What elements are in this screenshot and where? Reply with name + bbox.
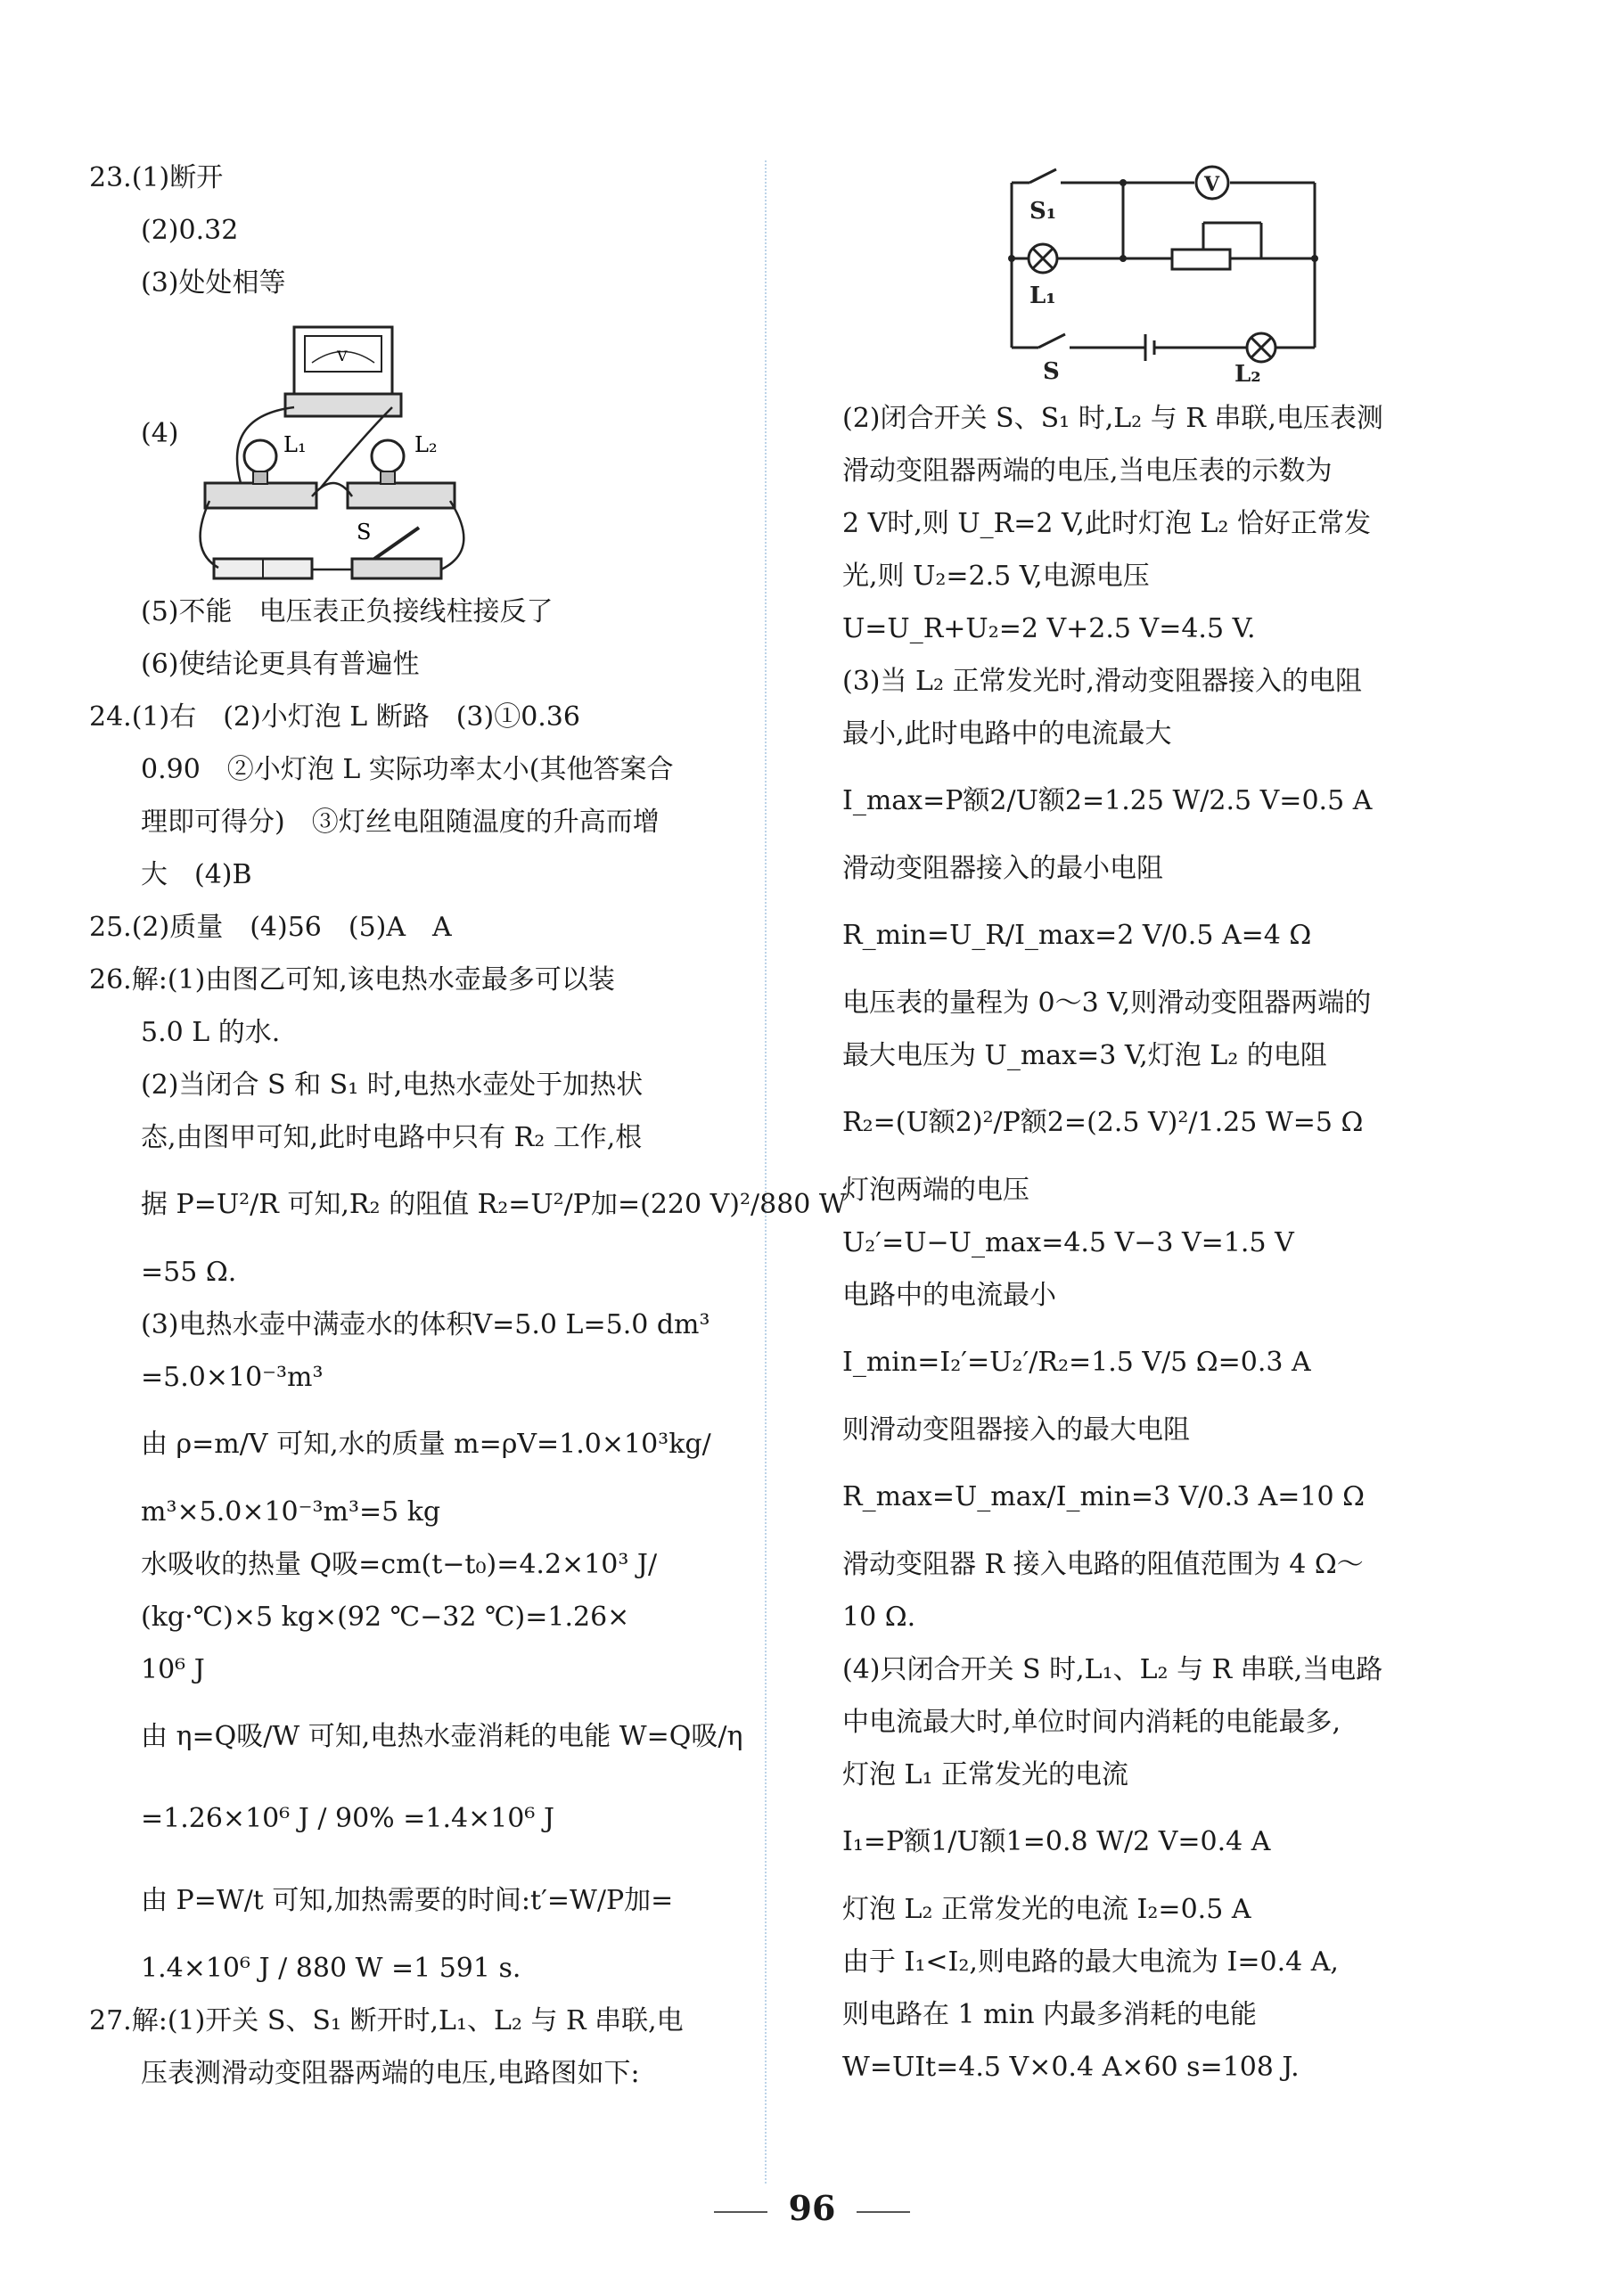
q23-part1: 23.(1)断开: [89, 162, 224, 193]
q27-line1: 27.解:(1)开关 S、S₁ 断开时,L₁、L₂ 与 R 串联,电: [89, 2005, 684, 2036]
q26-line4: 态,由图甲可知,此时电路中只有 R₂ 工作,根: [141, 1122, 643, 1153]
circuit-diagram: [994, 152, 1368, 383]
q26-line12: 1.4×10⁶ J / 880 W =1 591 s.: [141, 1953, 521, 1984]
q26-line6: (3)电热水壶中满壶水的体积V=5.0 L=5.0 dm³: [141, 1309, 710, 1340]
q27-part3-line8: 电路中的电流最小: [842, 1280, 1056, 1311]
circuit-L2: L₂: [1234, 361, 1261, 383]
circuit-S: S: [1043, 358, 1060, 383]
circuit-diagram-wrap: [842, 152, 1457, 392]
q26-line11: 10⁶ J: [141, 1654, 205, 1685]
q27-part4-line4: 灯泡 L₂ 正常发光的电流 I₂=0.5 A: [842, 1894, 1251, 1925]
apparatus-diagram: [187, 309, 562, 586]
page-footer: [0, 2188, 1624, 2228]
q27-formula-Imax: I_max=P额2/U额2=1.25 W/2.5 V=0.5 A: [842, 785, 1373, 816]
q26-formula-rho: 由 ρ=m/V 可知,水的质量 m=ρV=1.0×10³kg/: [141, 1429, 711, 1460]
q27-part4-line7: W=UIt=4.5 V×0.4 A×60 s=108 J.: [842, 2052, 1300, 2083]
q23-part4-label: (4): [141, 418, 179, 449]
q23-part2: (2)0.32: [141, 215, 239, 246]
q26-formula-eta: 由 η=Q吸/W 可知,电热水壶消耗的电能 W=Q吸/η: [141, 1721, 743, 1752]
q24-line1: 24.(1)右 (2)小灯泡 L 断路 (3)①0.36: [89, 701, 580, 733]
q27-part2-line1: (2)闭合开关 S、S₁ 时,L₂ 与 R 串联,电压表测: [842, 403, 1383, 434]
q27-part4-line3: 灯泡 L₁ 正常发光的电流: [842, 1759, 1129, 1790]
q27-line2: 压表测滑动变阻器两端的电压,电路图如下:: [141, 2058, 640, 2089]
q27-part3-line6: 灯泡两端的电压: [842, 1175, 1029, 1206]
q26-formula-t: 由 P=W/t 可知,加热需要的时间:t′=W/P加=: [141, 1885, 674, 1916]
q23-part4-figure: [89, 309, 740, 586]
circuit-L1: L₁: [1029, 283, 1056, 309]
q26-line5: =55 Ω.: [141, 1257, 237, 1288]
right-column: [842, 152, 1457, 2093]
q27-part3-line1: (3)当 L₂ 正常发光时,滑动变阻器接入的电阻: [842, 666, 1363, 697]
q27-formula-I1: I₁=P额1/U额1=0.8 W/2 V=0.4 A: [842, 1826, 1271, 1857]
q26-line7: =5.0×10⁻³m³: [141, 1362, 324, 1393]
q27-part4-line1: (4)只闭合开关 S 时,L₁、L₂ 与 R 串联,当电路: [842, 1654, 1383, 1685]
q27-part4-line2: 中电流最大时,单位时间内消耗的电能最多,: [842, 1707, 1341, 1738]
q26-formula-P: 据 P=U²/R 可知,R₂ 的阻值 R₂=U²/P加=(220 V)²/880 W: [141, 1189, 847, 1220]
q27-formula-Rmin: R_min=U_R/I_max=2 V/0.5 A=4 Ω: [842, 920, 1312, 951]
q27-part3-line9: 则滑动变阻器接入的最大电阻: [842, 1414, 1190, 1446]
q25-line1: 25.(2)质量 (4)56 (5)A A: [89, 912, 452, 943]
q27-part2-line5: U=U_R+U₂=2 V+2.5 V=4.5 V.: [842, 613, 1256, 644]
q24-line4: 大 (4)B: [141, 859, 252, 890]
q27-part3-line10: 滑动变阻器 R 接入电路的阻值范围为 4 Ω～: [842, 1549, 1364, 1580]
q27-part3-line5: 最大电压为 U_max=3 V,灯泡 L₂ 的电阻: [842, 1040, 1327, 1071]
footer-dash-left: [714, 2211, 767, 2213]
circuit-V: V: [1204, 173, 1220, 196]
q27-part4-line6: 则电路在 1 min 内最多消耗的电能: [842, 1999, 1258, 2030]
q27-part3-line2: 最小,此时电路中的电流最大: [842, 718, 1172, 750]
q27-part2-line2: 滑动变阻器两端的电压,当电压表的示数为: [842, 455, 1333, 487]
left-column: [89, 152, 847, 2100]
apparatus-L2: L₂: [414, 432, 438, 457]
q27-formula-Imin: I_min=I₂′=U₂′/R₂=1.5 V/5 Ω=0.3 A: [842, 1347, 1311, 1378]
q27-formula-R2: R₂=(U额2)²/P额2=(2.5 V)²/1.25 W=5 Ω: [842, 1107, 1364, 1138]
voltmeter-glyph: V: [337, 348, 348, 365]
q26-line9: 水吸收的热量 Q吸=cm(t−t₀)=4.2×10³ J/: [141, 1549, 658, 1580]
q26-line1: 26.解:(1)由图乙可知,该电热水壶最多可以装: [89, 964, 615, 996]
q27-formula-Rmax: R_max=U_max/I_min=3 V/0.3 A=10 Ω: [842, 1481, 1365, 1512]
q23-part5: (5)不能 电压表正负接线柱接反了: [141, 596, 554, 627]
q26-formula-W: =1.26×10⁶ J / 90% =1.4×10⁶ J: [141, 1803, 554, 1834]
apparatus-L1: L₁: [283, 432, 307, 457]
q27-part3-line7: U₂′=U−U_max=4.5 V−3 V=1.5 V: [842, 1227, 1294, 1258]
q26-line10: (kg·℃)×5 kg×(92 ℃−32 ℃)=1.26×: [141, 1602, 630, 1633]
page-number: 96: [788, 2188, 836, 2228]
q27-part2-line3: 2 V时,则 U_R=2 V,此时灯泡 L₂ 恰好正常发: [842, 508, 1371, 539]
apparatus-S: S: [357, 520, 372, 545]
q27-part3-line4: 电压表的量程为 0～3 V,则滑动变阻器两端的: [842, 987, 1372, 1019]
q27-part3-line11: 10 Ω.: [842, 1602, 916, 1633]
q27-part3-line3: 滑动变阻器接入的最小电阻: [842, 853, 1163, 884]
q23-part6: (6)使结论更具有普遍性: [141, 649, 420, 680]
q24-line2: 0.90 ②小灯泡 L 实际功率太小(其他答案合: [141, 754, 674, 785]
q27-part4-line5: 由于 I₁<I₂,则电路的最大电流为 I=0.4 A,: [842, 1946, 1339, 1978]
q26-line8: m³×5.0×10⁻³m³=5 kg: [141, 1496, 441, 1528]
circuit-S1: S₁: [1029, 198, 1057, 225]
q23-part3: (3)处处相等: [141, 267, 286, 299]
q24-line3: 理即可得分) ③灯丝电阻随温度的升高而增: [141, 807, 660, 838]
q26-line3: (2)当闭合 S 和 S₁ 时,电热水壶处于加热状: [141, 1069, 644, 1101]
q26-line2: 5.0 L 的水.: [141, 1017, 281, 1048]
footer-dash-right: [857, 2211, 910, 2213]
q27-part2-line4: 光,则 U₂=2.5 V,电源电压: [842, 561, 1150, 592]
